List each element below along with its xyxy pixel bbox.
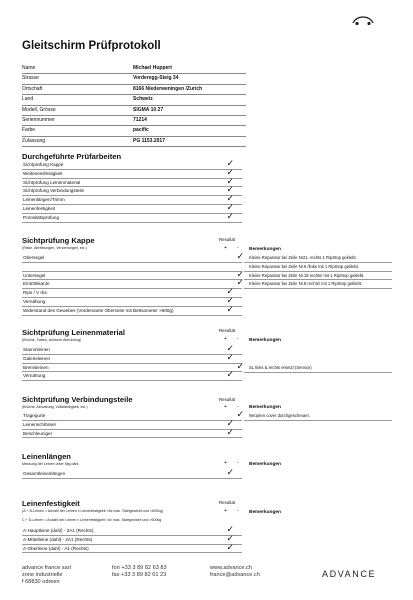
footer-line: zone industrielle [22,572,63,578]
checkmark-icon: ✓ [226,166,234,177]
plus-label: + [224,508,227,514]
checkmark-icon: ✓ [226,369,234,380]
list-item [22,193,242,205]
checkmark-icon: ✓ [226,303,234,314]
checkmark-icon: ✓ [226,294,234,305]
section-title-festigkeit: Leinenfestigkeit [22,499,80,508]
checkmark-icon: ✓ [226,201,234,212]
row-label: Widerstand des Gewebes (Vordemante Oberseite mit Bettsometer >600g) [23,307,174,313]
list-item [22,294,242,307]
resultat-label: Resultat [219,397,236,402]
footer-line: fon +33 3 89 82 63 83 [112,565,167,571]
checkmark-icon: ✓ [226,184,234,195]
minus-label: - [237,336,239,342]
bemerkungen-label: Bemerkungen [249,247,281,252]
info-value: SIGMA 10 27 [133,106,164,113]
section-title-verbindung: Sichtprüfung Verbindungsteile [22,395,133,404]
row-label: Beschleuniger [23,430,53,436]
info-label: Farbe [22,127,36,134]
info-label: Name [22,65,36,71]
checkmark-icon: ✓ [226,532,234,543]
footer-link[interactable]: france@advance.ch [210,572,260,578]
list-item [22,351,242,364]
checkmark-icon: ✓ [236,360,244,371]
checkmark-icon: ✓ [226,541,234,552]
list-item [22,201,242,214]
checkmark-icon: ✓ [226,286,234,297]
leinen-list [22,343,244,381]
row-label: Leinenlängen/Trimm [23,197,65,203]
info-value: Michael Huppert [133,65,172,71]
verbindung-notes [244,412,392,421]
info-value: Schweiz [133,96,153,103]
footer-line: f 68830 odreen [22,579,60,585]
row-label: A-Hauptleine (dahl) - 3A1 (Rechts) [23,528,94,533]
note-item: SL links & rechts ersetzt (Service) [244,364,392,373]
leinen-notes [244,364,392,373]
row-label: Leinenschlösser [23,421,57,427]
row-label: Tragegurte [23,413,46,418]
car-logo-icon [352,14,374,26]
list-item [22,263,242,272]
section-subtitle: (Brüche, Abnutzung, Vollständigkeit, etc.) [22,405,88,409]
plus-label: + [224,404,227,410]
kappe-list [22,251,244,316]
list-item [22,303,242,316]
note-item: Kleine Reparatur bei Zeile Nr.18 rechts/ mit 1 RipStop geklebt. [244,272,392,281]
info-value: Vorderegg-Steig 34 [133,75,179,82]
list-item [22,409,244,421]
info-label: Ortschaft [22,85,43,92]
plus-label: + [224,245,227,251]
note-item: Kleine Reparatur bei Zeile Nr21. rechts 1 RipStop geklebt. [244,254,392,263]
note-item: Kleine Reparatur bei Zeile Nr.9 /links mit 1 RipStop geklebt. [244,263,392,272]
checkmark-icon: ✓ [226,426,234,437]
row-label: Eintrittskante [23,281,50,287]
note-item: Neopren cover durchgescheuert. [244,412,392,421]
row-label: Leinenfestigkeit [23,205,55,211]
row-label: Vernähung [23,373,46,379]
bemerkungen-label: Bemerkungen [249,405,281,410]
row-label: Sichtprüfung Leinenmaterial [23,179,81,185]
checkmark-icon: ✓ [236,409,244,419]
minus-label: - [237,508,239,514]
info-row [22,106,246,116]
checkmark-icon: ✓ [226,524,234,534]
footer-line: advance france sarl [22,565,71,571]
info-label: Strasse [22,75,39,82]
bemerkungen-label: Bemerkungen [249,338,281,343]
info-row [22,137,246,147]
laengen-list [22,467,242,479]
list-item [22,184,242,196]
section-title-leinen: Sichtprüfung Leinenmaterial [22,328,125,337]
footer-web [210,565,260,579]
list-item [22,166,242,179]
section-subtitle: Messung der Leinen unter 5kg dahl. [22,462,80,466]
row-label: Weitenessfestigkeit [23,170,63,176]
section-subtitle: (Brüche, Fatten, schwere Abnutzung) [22,338,82,342]
checkmark-icon: ✓ [236,277,244,288]
bemerkungen-label: Bemerkungen [249,462,281,467]
kappe-notes [244,254,392,289]
plus-label: + [224,336,227,342]
section-subtitle: (Risse, Abreibungen, Verzerrungen, etc.) [22,246,87,250]
info-value: pacific [133,127,149,134]
list-item [22,541,242,554]
checkmark-icon: ✓ [226,467,234,477]
info-value: 71214 [133,116,147,123]
list-item [22,175,242,188]
checkmark-icon: ✓ [226,158,234,168]
checkmark-icon: ✓ [226,351,234,362]
row-label: Sichtprüfung Kappe [23,162,64,167]
list-item [22,210,242,223]
list-item [22,417,242,430]
pilot-info-table [22,64,246,147]
checkmark-icon: ✓ [236,268,244,279]
row-label: Untersegel [23,272,46,278]
info-row [22,116,246,126]
info-label: Modell, Grösse [22,106,56,113]
brand-logo: ADVANCE [322,569,377,579]
row-label: Rips / V rbs [23,290,47,296]
list-item [22,524,242,536]
row-label: Porositätsprüfung [23,214,60,220]
minus-label: - [237,245,239,251]
info-row [22,64,246,74]
list-item [22,369,242,381]
checkmark-icon: ✓ [226,210,234,221]
section-title-arbeiten: Durchgeführte Prüfarbeiten [22,152,122,161]
section-subtitle: C + D-Leinen = Anzahl der Leinen x Leinenfestigkeit >4x max. Startgewicht und >600kg [22,518,162,522]
checkmark-icon: ✓ [226,343,234,353]
list-item [22,286,242,298]
checkmark-icon: ✓ [226,417,234,428]
arbeiten-list [22,158,242,223]
row-label: Stammleinen [23,347,50,352]
note-item: Kleine Reparatur bei Zeile Nr.8 rechts/ mit 1 RipStop geklebt. [244,280,392,289]
row-label: A-Mittelleine (dahl) - 2A1 (Rechts) [23,536,93,542]
info-value: PG 1153.2017 [133,137,165,144]
row-label: A-Oberleine (dahl) - A1 (Rechts) [23,545,89,551]
info-label: Land [22,96,34,103]
minus-label: - [237,404,239,410]
row-label: Galerieleinen [23,355,51,361]
section-title-laengen: Leinenlängen [22,452,71,461]
checkmark-icon: ✓ [226,175,234,186]
festigkeit-list [22,524,242,553]
list-item [22,343,242,355]
footer-line: fax +33 3 89 82 61 23 [112,572,167,578]
list-item [22,277,244,289]
footer-company [22,565,71,586]
list-item [22,532,242,545]
list-item [22,426,242,439]
bemerkungen-label: Bemerkungen [249,510,281,515]
resultat-label: Resultat [219,237,236,242]
page-title: Gleitschirm Prüfprotokoll [22,40,161,52]
row-label: Sichtprüfung Verbindungsteile [23,188,85,194]
list-item [22,251,244,263]
list-item [22,268,244,281]
footer-link[interactable]: www.advance.ch [210,565,252,571]
verbindung-list [22,409,244,438]
list-item [22,467,242,479]
resultat-label: Resultat [219,500,236,505]
row-label: Obersegel [23,255,45,260]
info-label: Zulassung [22,137,46,144]
minus-label: - [237,460,239,466]
list-item [22,360,244,373]
info-row [22,74,246,84]
row-label: Vernähung [23,298,46,304]
info-row [22,85,246,95]
section-title-kappe: Sichtprüfung Kappe [22,236,95,245]
plus-label: + [224,460,227,466]
row-label: Gesamtleinenlängen [23,471,66,476]
list-item [22,158,242,170]
resultat-label: Resultat [219,328,236,333]
info-label: Seriennummer [22,116,55,123]
row-label: Bremsleinen [23,364,49,370]
info-row [22,95,246,105]
footer-phone [112,565,167,579]
info-value: 8166 Niederweningen /Zurich [133,85,203,92]
section-subtitle: (A + B-Leinen = Anzahl der Leinen x Leinenfestigkeit >6x max. Startgewicht und >600kg) [22,509,164,513]
checkmark-icon: ✓ [236,251,244,261]
info-row [22,126,246,136]
checkmark-icon: ✓ [226,193,234,204]
